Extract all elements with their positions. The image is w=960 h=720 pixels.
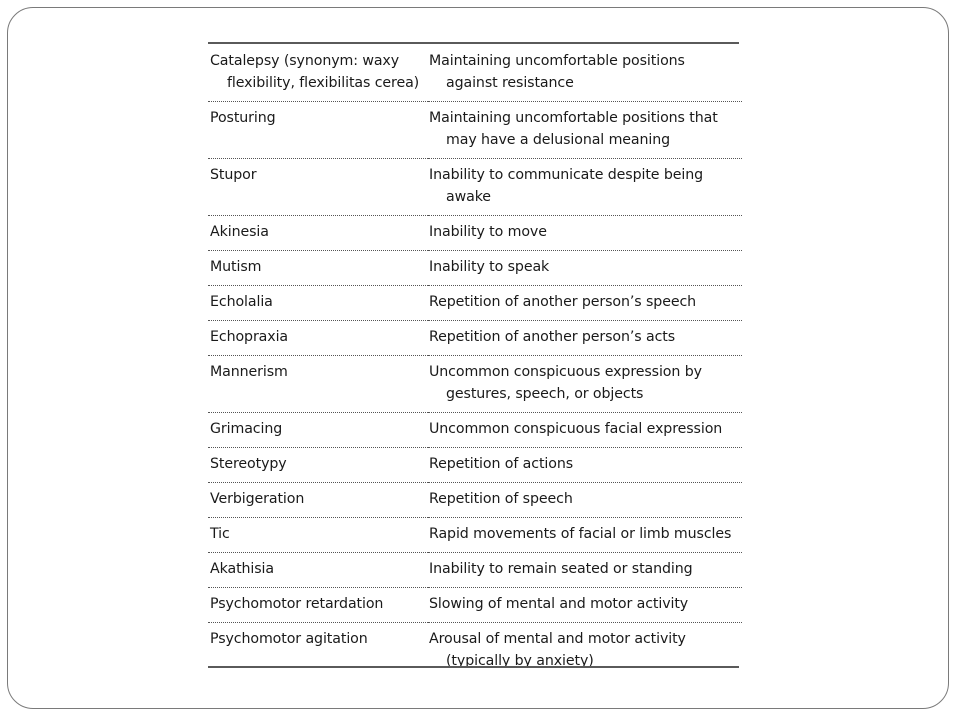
definition-text: Repetition of another person’s speech	[429, 294, 697, 310]
term-text: Mutism	[210, 259, 262, 275]
definition-text: Inability to speak	[429, 259, 550, 275]
definition-text: Uncommon conspicuous facial expression	[429, 421, 723, 437]
term-cell	[208, 159, 428, 216]
term-cell	[208, 356, 428, 413]
definition-cell	[428, 321, 742, 356]
term-cell	[208, 413, 428, 448]
term-text: Tic	[210, 526, 230, 542]
term-text: Akathisia	[210, 561, 274, 577]
definition-cell	[428, 216, 742, 251]
definition-text: Inability to move	[429, 224, 547, 240]
definition-cell	[428, 159, 742, 216]
definition-text: Maintaining uncomfortable positions that may have a delusional meaning	[429, 110, 718, 148]
table-row	[208, 102, 742, 159]
table-row	[208, 588, 742, 623]
definition-text: Uncommon conspicuous expression by gestures, speech, or objects	[429, 364, 702, 402]
term-text: Grimacing	[210, 421, 283, 437]
definition-cell	[428, 623, 742, 680]
table-row	[208, 216, 742, 251]
definition-cell	[428, 356, 742, 413]
definition-text: Repetition of speech	[429, 491, 573, 507]
definition-cell	[428, 102, 742, 159]
table-row	[208, 483, 742, 518]
definition-cell	[428, 413, 742, 448]
term-cell	[208, 623, 428, 680]
definition-cell	[428, 483, 742, 518]
term-cell	[208, 553, 428, 588]
definition-text: Maintaining uncomfortable positions against resistance	[429, 53, 685, 91]
definition-cell	[428, 553, 742, 588]
definition-cell	[428, 286, 742, 321]
term-text: Catalepsy (synonym: waxy flexibility, flexibilitas cerea)	[210, 53, 420, 91]
table-row	[208, 356, 742, 413]
term-cell	[208, 588, 428, 623]
term-text: Akinesia	[210, 224, 269, 240]
term-cell	[208, 448, 428, 483]
definition-cell	[428, 251, 742, 286]
table-row	[208, 159, 742, 216]
term-cell	[208, 251, 428, 286]
term-text: Stupor	[210, 167, 257, 183]
definition-cell	[428, 45, 742, 102]
table-row	[208, 518, 742, 553]
definition-text: Repetition of actions	[429, 456, 574, 472]
term-cell	[208, 102, 428, 159]
term-text: Echolalia	[210, 294, 273, 310]
term-cell	[208, 45, 428, 102]
definition-text: Inability to communicate despite being awake	[429, 167, 704, 205]
table-row	[208, 251, 742, 286]
term-cell	[208, 518, 428, 553]
table-row	[208, 553, 742, 588]
term-cell	[208, 483, 428, 518]
term-text: Mannerism	[210, 364, 288, 380]
table-bottom-rule	[208, 666, 739, 668]
term-text: Stereotypy	[210, 456, 287, 472]
table-row	[208, 286, 742, 321]
terms-table-image	[208, 42, 739, 668]
table-row	[208, 623, 742, 680]
definition-text: Rapid movements of facial or limb muscles	[429, 526, 732, 542]
definition-cell	[428, 448, 742, 483]
table-row	[208, 448, 742, 483]
table-row	[208, 413, 742, 448]
term-text: Psychomotor agitation	[210, 631, 368, 647]
table-row	[208, 321, 742, 356]
terms-table	[208, 45, 742, 679]
table-row	[208, 45, 742, 102]
definition-text: Slowing of mental and motor activity	[429, 596, 689, 612]
definition-text: Inability to remain seated or standing	[429, 561, 693, 577]
term-cell	[208, 321, 428, 356]
term-cell	[208, 286, 428, 321]
term-cell	[208, 216, 428, 251]
definition-cell	[428, 588, 742, 623]
term-text: Posturing	[210, 110, 276, 126]
term-text: Verbigeration	[210, 491, 305, 507]
table-top-rule	[208, 42, 739, 44]
definition-text: Arousal of mental and motor activity (typically by anxiety)	[429, 631, 686, 669]
term-text: Echopraxia	[210, 329, 289, 345]
term-text: Psychomotor retardation	[210, 596, 384, 612]
definition-text: Repetition of another person’s acts	[429, 329, 676, 345]
definition-cell	[428, 518, 742, 553]
